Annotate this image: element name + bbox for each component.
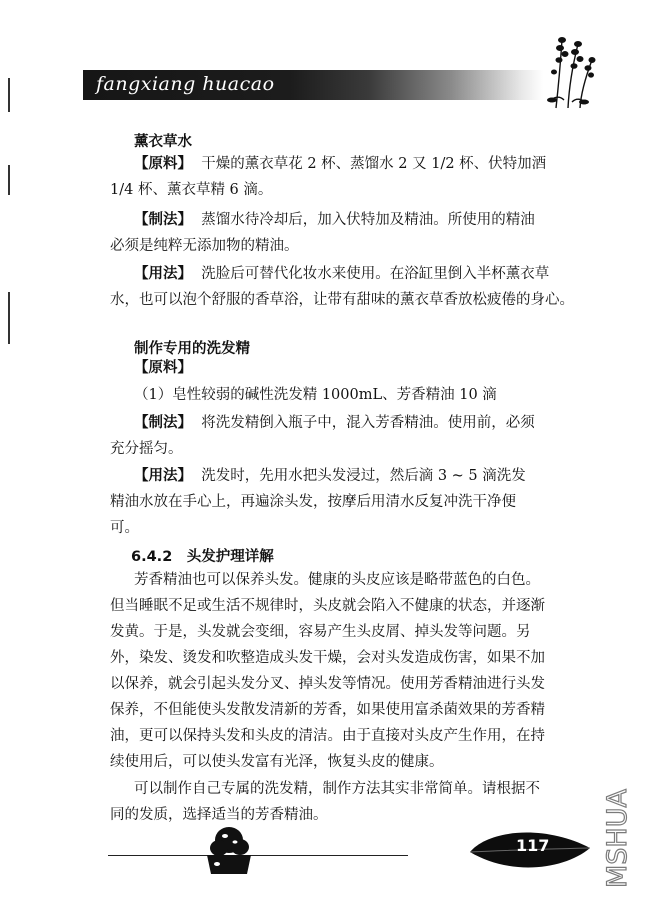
recipe-title-shampoo: 制作专用的洗发精 bbox=[134, 341, 250, 357]
watermark-text bbox=[590, 780, 640, 890]
section-heading: 6.4.2 头发护理详解 bbox=[131, 549, 274, 565]
usage-line-2: 水，也可以泡个舒服的香草浴，让带有甜味的薰衣草香放松疲倦的身心。 bbox=[110, 292, 574, 308]
ingredients-line-2: 1/4 杯、薰衣草精 6 滴。 bbox=[110, 182, 273, 198]
usage-label-2: 【用法】 bbox=[134, 468, 192, 484]
paragraph-line: 芳香精油也可以保养头发。健康的头皮应该是略带蓝色的白色。 bbox=[134, 572, 540, 588]
paragraph-line: 但当睡眠不足或生活不规律时，头皮就会陷入不健康的状态，并逐渐 bbox=[110, 598, 545, 614]
paragraph-line: 保养，不但能使头发散发清新的芳香，如果使用富杀菌效果的芳香精 bbox=[110, 702, 545, 718]
method-text: 蒸馏水待冷却后，加入伏特加及精油。所使用的精油 bbox=[201, 212, 535, 228]
method-label-2: 【制法】 bbox=[134, 415, 192, 431]
usage-line-1b bbox=[134, 462, 526, 490]
recipe-title-lavender-water: 薰衣草水 bbox=[134, 134, 192, 150]
usage-line-3b: 可。 bbox=[110, 520, 139, 536]
watermark-label: MSHUA bbox=[602, 789, 633, 888]
page-number: 117 bbox=[516, 836, 550, 855]
paragraph-line: 可以制作自己专属的洗发精，制作方法其实非常简单。请根据不 bbox=[134, 781, 540, 797]
ingredients-label: 【原料】 bbox=[134, 156, 192, 172]
scan-edge-mark bbox=[8, 78, 10, 112]
ingredients-line-1 bbox=[134, 150, 546, 178]
method-text-2: 将洗发精倒入瓶子中，混入芳香精油。使用前，必须 bbox=[201, 415, 535, 431]
usage-label: 【用法】 bbox=[134, 266, 192, 282]
method-label: 【制法】 bbox=[134, 212, 192, 228]
paragraph-line: 续使用后，可以使头发富有光泽，恢复头皮的健康。 bbox=[110, 754, 444, 770]
method-line-1 bbox=[134, 206, 535, 234]
usage-text-2: 洗发时，先用水把头发浸过，然后滴 3 ~ 5 滴洗发 bbox=[201, 468, 526, 484]
method-line-1b bbox=[134, 409, 535, 437]
paragraph-line: 油，更可以保持头发和头皮的清洁。由于直接对头皮产生作用，在持 bbox=[110, 728, 545, 744]
usage-line-1 bbox=[134, 260, 549, 288]
usage-line-2b: 精油水放在手心上，再遍涂头发，按摩后用清水反复冲洗干净便 bbox=[110, 494, 516, 510]
ingredients-text: 干燥的薰衣草花 2 杯、蒸馏水 2 又 1/2 杯、伏特加酒 bbox=[201, 156, 547, 172]
running-header-title: fangxiang huacao bbox=[96, 73, 275, 95]
scan-edge-mark bbox=[8, 165, 10, 195]
paragraph-line: 发黄。于是，头发就会变细，容易产生头皮屑、掉头发等问题。另 bbox=[110, 624, 531, 640]
ingredients-label-2: 【原料】 bbox=[134, 360, 192, 376]
paragraph-line: 同的发质，选择适当的芳香精油。 bbox=[110, 807, 328, 823]
method-line-2b: 充分摇匀。 bbox=[110, 441, 183, 457]
method-line-2: 必须是纯粹无添加物的精油。 bbox=[110, 238, 299, 254]
lavender-flower-icon bbox=[536, 30, 600, 110]
usage-text: 洗脸后可替代化妆水来使用。在浴缸里倒入半杯薰衣草 bbox=[201, 266, 550, 282]
herb-pot-icon bbox=[195, 818, 265, 878]
ingredients-item: （1）皂性较弱的碱性洗发精 1000mL、芳香精油 10 滴 bbox=[134, 387, 497, 403]
paragraph-line: 以保养，就会引起头发分叉、掉头发等情况。使用芳香精油进行头发 bbox=[110, 676, 545, 692]
scan-edge-mark bbox=[8, 292, 10, 344]
paragraph-line: 外，染发、烫发和吹整造成头发干燥，会对头发造成伤害，如果不加 bbox=[110, 650, 545, 666]
